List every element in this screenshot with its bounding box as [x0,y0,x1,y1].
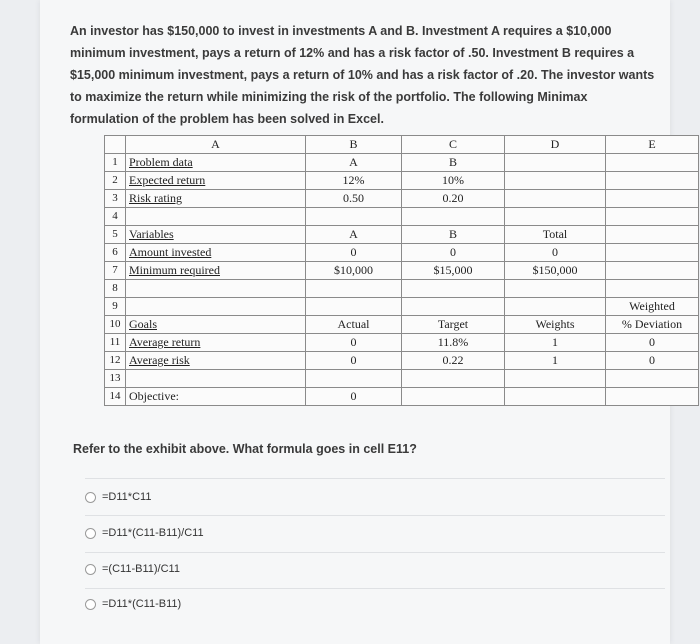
table-row [105,298,699,316]
cell-value: Problem data [129,155,193,169]
prompt-text: Refer to the exhibit above. What formula goes in cell E11? [73,442,417,456]
cell-b [306,226,402,244]
cell-e [606,190,699,208]
cell-e [606,262,699,280]
cell-value: 12% [342,173,365,187]
cell-c [402,316,505,334]
cell-d [505,244,606,262]
table-row [105,154,699,172]
cell-e [606,208,699,226]
row-number: 12 [105,352,126,370]
cell-value: 0 [350,353,357,367]
cell-value: 0 [350,245,357,259]
table-row [105,370,699,388]
cell-d [505,226,606,244]
cell-e [606,226,699,244]
cell-b [306,172,402,190]
cell-c [402,208,505,226]
cell-e [606,370,699,388]
column-header-c: C [402,136,505,154]
cell-e [606,352,699,370]
row-number: 5 [105,226,126,244]
cell-value: 0.50 [343,191,364,205]
cell-c [402,280,505,298]
cell-value: $10,000 [334,263,373,277]
cell-a [126,226,306,244]
cell-a [126,334,306,352]
cell-value: 0.22 [442,353,464,367]
cell-a [126,154,306,172]
column-header-row [105,136,699,154]
cell-b [306,190,402,208]
cell-d [505,172,606,190]
column-header-e: E [606,136,699,154]
cell-value: Actual [337,317,370,331]
option-label: =D11*(C11-B11)/C11 [102,527,204,539]
cell-value: Objective: [129,389,179,403]
answer-option-1[interactable] [85,491,151,503]
cell-value: Expected return [129,173,206,187]
cell-b [306,334,402,352]
radio-button[interactable] [85,492,96,503]
cell-c [402,352,505,370]
divider [85,552,665,553]
cell-c [402,190,505,208]
table-row [105,226,699,244]
cell-d [505,154,606,172]
cell-b [306,316,402,334]
table-row [105,388,699,406]
cell-value: Amount invested [129,245,212,259]
cell-c [402,172,505,190]
column-header-d: D [505,136,606,154]
row-number: 9 [105,298,126,316]
cell-value: 1 [552,335,558,349]
cell-c [402,298,505,316]
cell-d [505,352,606,370]
cell-value: Goals [129,317,157,331]
cell-c [402,370,505,388]
cell-b [306,280,402,298]
column-header-a: A [126,136,306,154]
cell-e [606,244,699,262]
cell-value: $150,000 [532,263,578,277]
cell-value: Weighted [629,299,675,313]
table-row [105,280,699,298]
cell-value: 0 [649,335,655,349]
radio-button[interactable] [85,564,96,575]
cell-b [306,352,402,370]
cell-b [306,370,402,388]
table-row [105,208,699,226]
table-row [105,352,699,370]
cell-value: A [349,155,358,169]
cell-d [505,370,606,388]
cell-d [505,280,606,298]
cell-d [505,190,606,208]
cell-e [606,280,699,298]
cell-b [306,244,402,262]
cell-value: 0 [649,353,655,367]
cell-value: $15,000 [433,263,473,277]
cell-c [402,388,505,406]
cell-d [505,298,606,316]
cell-b [306,298,402,316]
cell-value: A [349,227,358,241]
option-label: =D11*(C11-B11) [102,598,182,610]
cell-value: Risk rating [129,191,182,205]
cell-d [505,334,606,352]
cell-a [126,352,306,370]
answer-option-3[interactable] [85,563,180,575]
answer-option-2[interactable] [85,527,204,539]
cell-a [126,172,306,190]
cell-e [606,316,699,334]
cell-b [306,388,402,406]
cell-e [606,298,699,316]
cell-a [126,388,306,406]
question-text: An investor has $150,000 to invest in investments A and B. Investment A requires a $10,000 minimum investment, pays a return of 12% and has a risk factor of .50. Investment B requires a $15,000 minimum investment, pays a return of 10% and has a risk factor of .20. The investor wants to maximize the return while minimizing the risk of the portfolio. The following Minimax formulation of the problem has been solved in Excel. [70,24,655,126]
cell-c [402,244,505,262]
cell-value: Total [542,227,568,241]
cell-value: Variables [129,227,174,241]
cell-c [402,262,505,280]
answer-option-4[interactable] [85,598,181,610]
cell-d [505,262,606,280]
cell-a [126,190,306,208]
row-number: 10 [105,316,126,334]
row-number: 13 [105,370,126,388]
cell-value: B [448,227,457,241]
cell-e [606,388,699,406]
cell-b [306,154,402,172]
cell-d [505,208,606,226]
cell-value: 1 [552,353,558,367]
row-number: 4 [105,208,126,226]
cell-e [606,172,699,190]
row-number: 6 [105,244,126,262]
cell-a [126,280,306,298]
cell-d [505,316,606,334]
option-label: =D11*C11 [102,491,152,503]
cell-value: 0 [350,335,357,349]
option-label: =(C11-B11)/C11 [102,563,180,575]
cell-value: Average return [129,335,201,349]
cell-a [126,316,306,334]
cell-b [306,262,402,280]
corner-cell [105,136,126,154]
cell-value: Weights [535,317,575,331]
cell-a [126,298,306,316]
cell-d [505,388,606,406]
cell-value: Target [437,317,469,331]
radio-button[interactable] [85,599,96,610]
cell-a [126,244,306,262]
cell-a [126,262,306,280]
cell-c [402,226,505,244]
excel-exhibit-table [104,135,699,406]
cell-a [126,370,306,388]
cell-c [402,334,505,352]
cell-e [606,334,699,352]
cell-value: % Deviation [621,317,683,331]
table-row [105,190,699,208]
cell-value: 0 [450,245,456,259]
table-row [105,262,699,280]
divider [85,588,665,589]
row-number: 7 [105,262,126,280]
table-row [105,244,699,262]
cell-value: 10% [442,173,464,187]
cell-value: 0 [350,389,357,403]
divider [85,478,665,479]
cell-value: Average risk [129,353,190,367]
cell-value: 11.8% [437,335,469,349]
cell-a [126,208,306,226]
row-number: 1 [105,154,126,172]
cell-c [402,154,505,172]
row-number: 8 [105,280,126,298]
row-number: 3 [105,190,126,208]
cell-b [306,208,402,226]
table-row [105,316,699,334]
column-header-b: B [306,136,402,154]
radio-button[interactable] [85,528,96,539]
cell-value: 0 [552,245,558,259]
table-row [105,334,699,352]
table-row [105,172,699,190]
cell-value: B [448,155,457,169]
row-number: 14 [105,388,126,406]
cell-e [606,154,699,172]
cell-value: 0.20 [442,191,464,205]
cell-value: Minimum required [129,263,220,277]
divider [85,515,665,516]
row-number: 11 [105,334,126,352]
row-number: 2 [105,172,126,190]
